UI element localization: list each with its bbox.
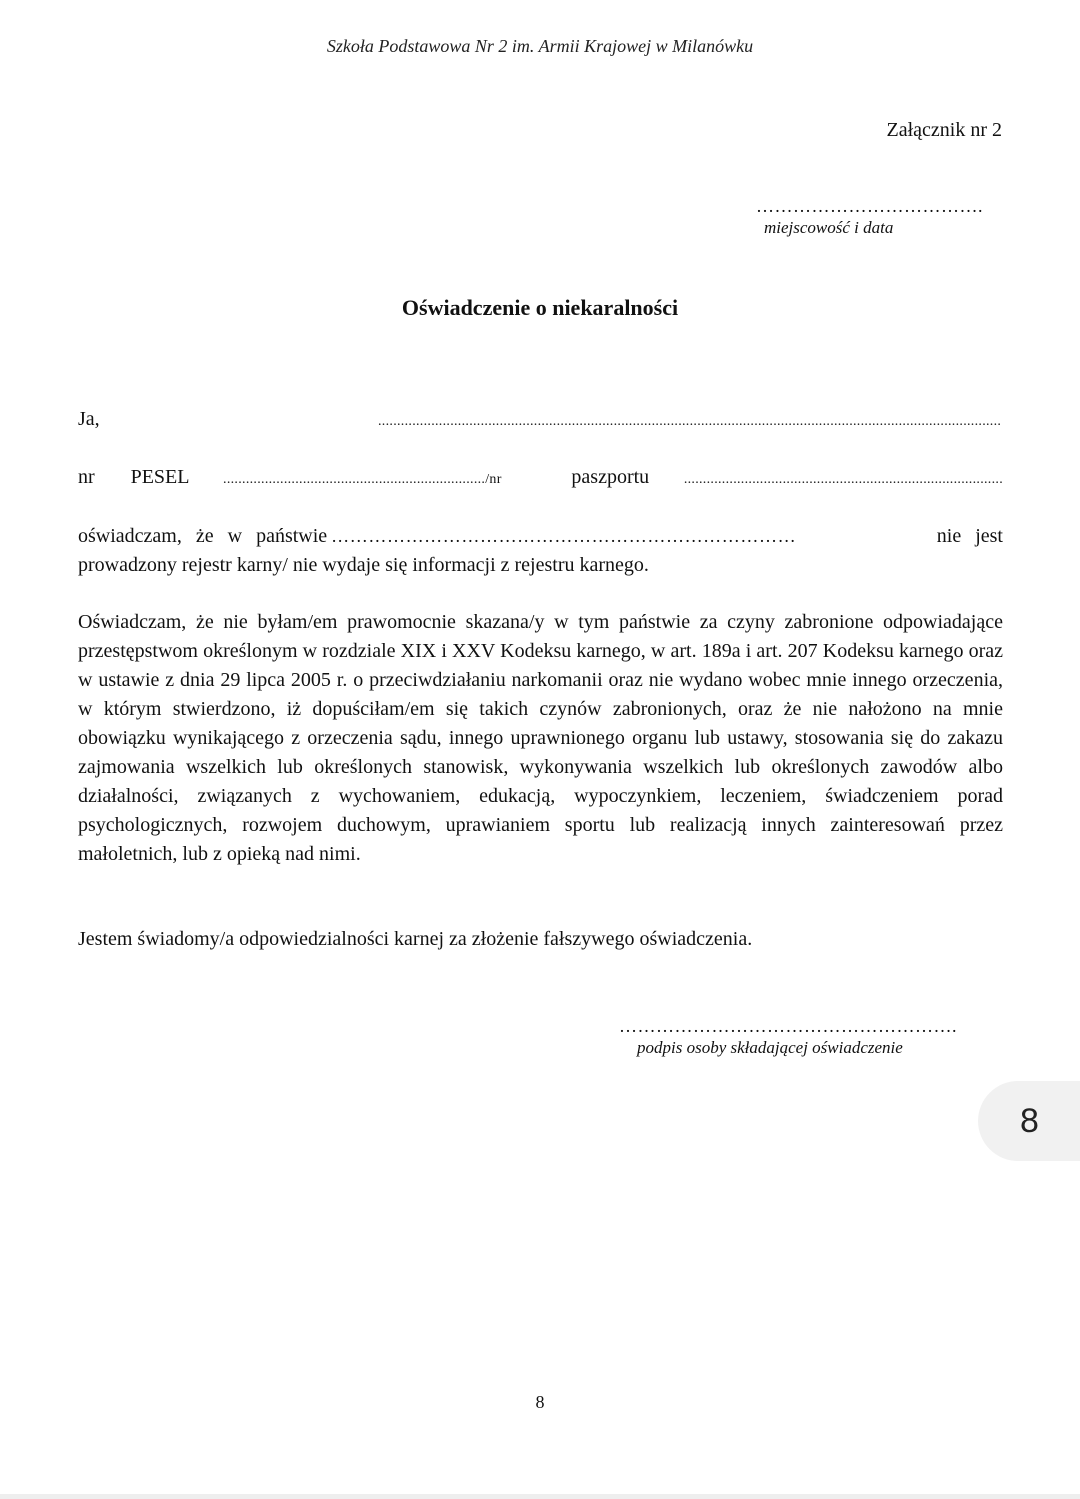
bottom-divider xyxy=(0,1494,1080,1499)
state-word: jest xyxy=(975,525,1003,547)
place-date-block xyxy=(756,196,1002,238)
state-word: państwie xyxy=(256,525,328,547)
attachment-label: Załącznik nr 2 xyxy=(886,119,1002,141)
document-title: Oświadczenie o niekaralności xyxy=(401,295,679,320)
place-date-dots: ………………………………. xyxy=(756,196,983,216)
viewer-page-indicator[interactable]: 8 xyxy=(978,1081,1080,1161)
nr-label: nr xyxy=(78,466,95,488)
signature-caption: podpis osoby składającej oświadczenie xyxy=(637,1038,903,1057)
declaration-paragraph: Oświadczam, że nie byłam/em prawomocnie skazana/y w tym państwie za czyny zabronione odpowiadające przestępstwom określonym w rozdziale XIX i XXV Kodeksu karnego, w art. 189a i art. 207 Kodeksu karnego oraz w ustawie z dnia 29 lipca 2005 r. o przeciwdziałaniu narkomanii oraz nie wydano wobec mnie innego orzeczenia, w którym stwierdzono, iż dopuściłam/em się takich czynów zabronionych, oraz że nie nałożono na mnie obowiązku wynikającego z orzeczenia sądu, innego uprawnionego organu lub ustawy, stosowania się do zakazu zajmowania wszelkich lub określonych stanowisk, wykonywania wszelkich lub określonych zawodów albo działalności, związanych z wychowaniem, edukacją, wypoczynkiem, leczeniem, świadczeniem porad psychologicznych, rozwojem duchowym, uprawianiem sportu lub realizacją innych zainteresowań przez małoletnich, lub z opieką nad nimi. xyxy=(78,611,1003,865)
signature-dots: ………………………………………………. xyxy=(619,1016,957,1036)
pesel-fill-line: ...................................................................../nr xyxy=(223,472,502,487)
passport-fill-line: .................................................................................... xyxy=(683,472,1004,487)
paszportu-label: paszportu xyxy=(571,466,650,488)
state-word: że xyxy=(195,525,214,547)
pesel-label: PESEL xyxy=(130,466,190,488)
state-fill-line: ………………………………………………………………… xyxy=(331,526,797,546)
page-number: 8 xyxy=(535,1392,545,1412)
name-row xyxy=(78,408,1003,431)
place-date-caption: miejscowość i data xyxy=(764,218,894,237)
state-line xyxy=(78,522,1003,551)
school-header: Szkoła Podstawowa Nr 2 im. Armii Krajowej w Milanówku xyxy=(326,36,754,56)
state-word: oświadczam, xyxy=(78,525,182,547)
state-word: nie xyxy=(936,525,962,547)
name-label: Ja, xyxy=(78,408,100,430)
awareness-paragraph: Jestem świadomy/a odpowiedzialności karnej za złożenie fałszywego oświadczenia. xyxy=(78,928,753,950)
state-paragraph xyxy=(78,522,1003,580)
state-word: w xyxy=(227,525,243,547)
state-line-2: prowadzony rejestr karny/ nie wydaje się informacji z rejestru karnego. xyxy=(78,554,649,576)
pesel-row xyxy=(78,466,1003,489)
signature-block xyxy=(619,1016,1002,1058)
name-fill-line: .................................................................................................................................................................... xyxy=(378,414,1002,429)
